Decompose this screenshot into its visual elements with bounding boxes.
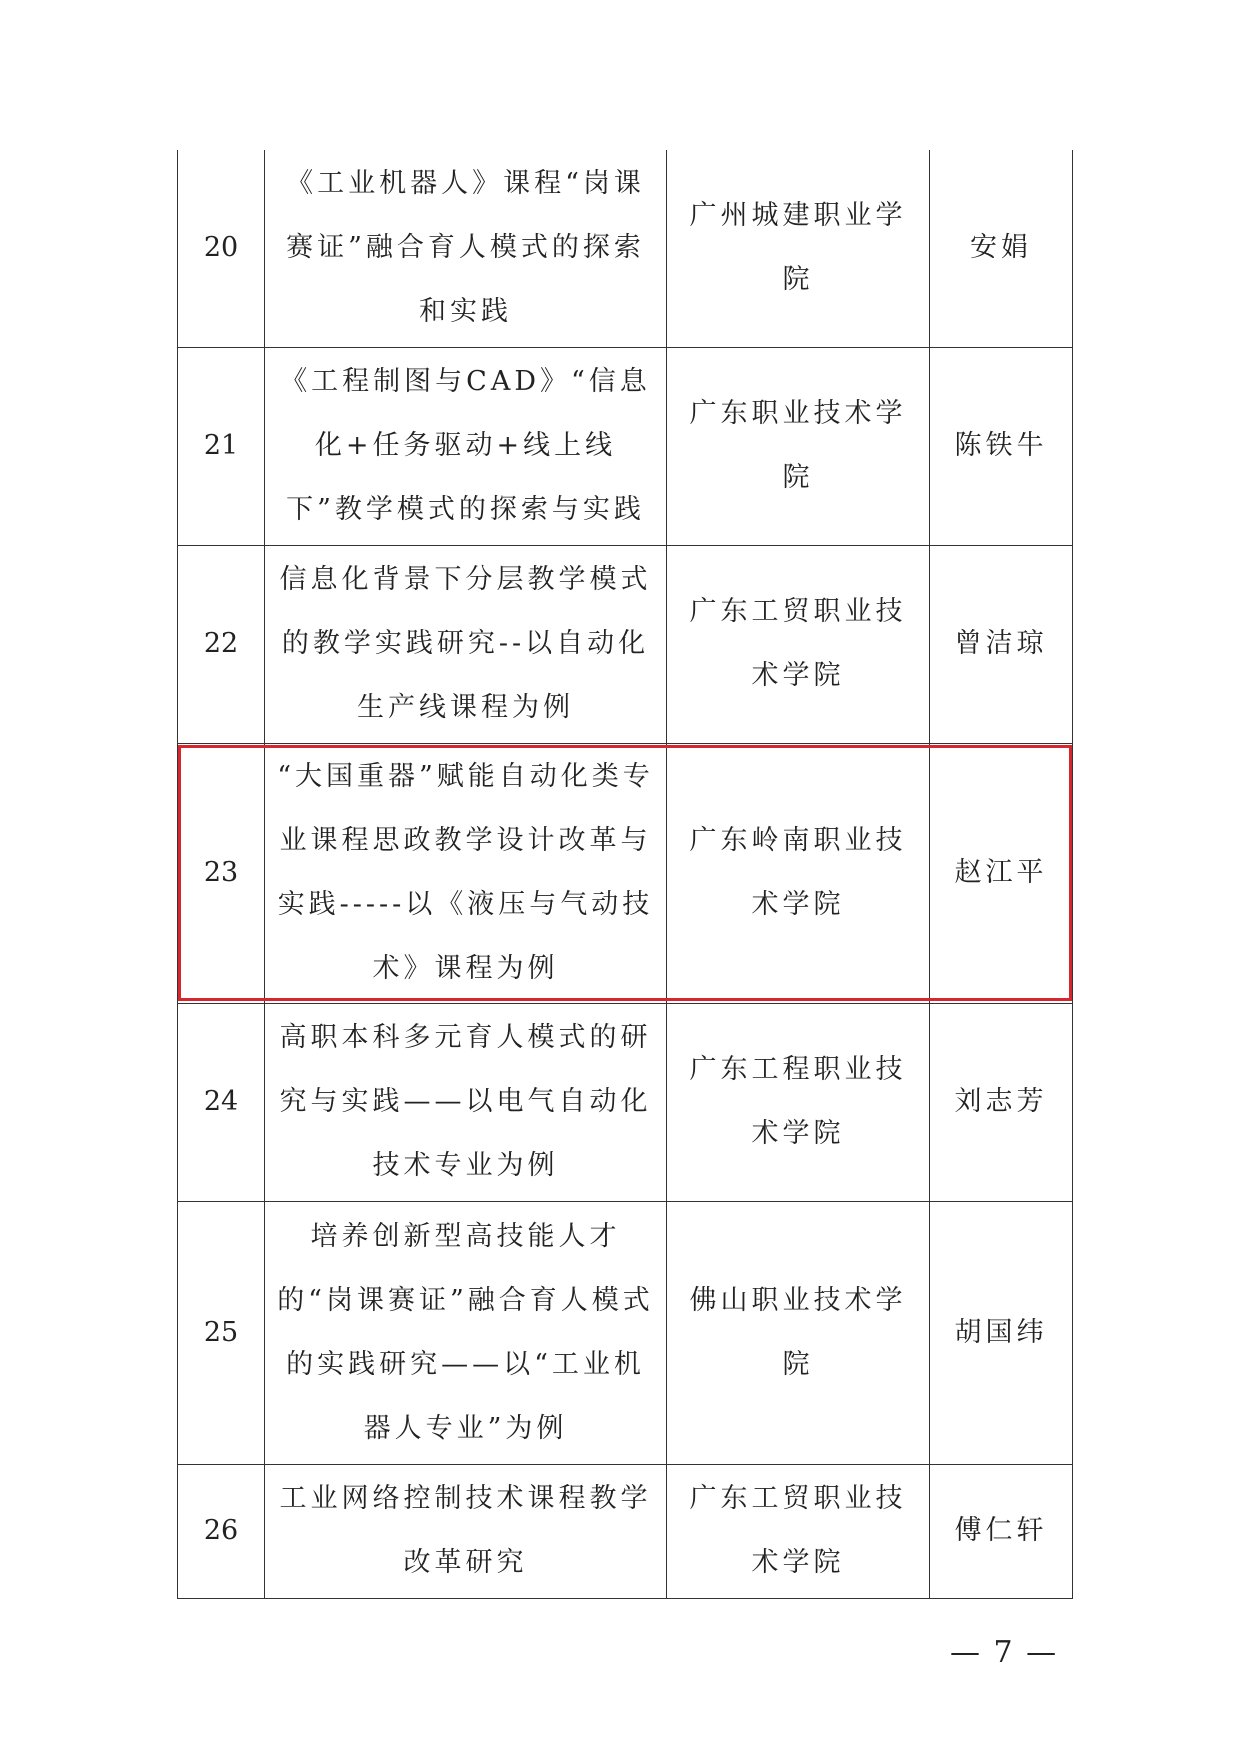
project-title: 培养创新型高技能人才的“岗课赛证”融合育人模式的实践研究——以“工业机器人专业”为例 [265, 1201, 667, 1464]
project-title: “大国重器”赋能自动化类专业课程思政教学设计改革与实践-----以《液压与气动技术》课程为例 [265, 743, 667, 1003]
person-name: 曾洁琼 [930, 545, 1073, 743]
person-name: 安娟 [930, 150, 1073, 347]
person-name: 刘志芳 [930, 1003, 1073, 1201]
project-title: 信息化背景下分层教学模式的教学实践研究--以自动化生产线课程为例 [265, 545, 667, 743]
project-title: 《工业机器人》课程“岗课赛证”融合育人模式的探索和实践 [265, 150, 667, 347]
school-name: 广东工贸职业技术学院 [667, 1464, 930, 1598]
page-number: — 7 — [950, 1635, 1059, 1670]
table-row [178, 545, 1073, 743]
table-row [178, 347, 1073, 545]
table-row [178, 1003, 1073, 1201]
row-number: 24 [178, 1003, 265, 1201]
row-number: 26 [178, 1464, 265, 1598]
row-number: 20 [178, 150, 265, 347]
row-number: 22 [178, 545, 265, 743]
school-name: 广东职业技术学院 [667, 347, 930, 545]
school-name: 广东岭南职业技术学院 [667, 743, 930, 1003]
table-row [178, 1201, 1073, 1464]
project-table [177, 150, 1073, 1599]
person-name: 傅仁轩 [930, 1464, 1073, 1598]
person-name: 陈铁牛 [930, 347, 1073, 545]
project-title: 高职本科多元育人模式的研究与实践——以电气自动化技术专业为例 [265, 1003, 667, 1201]
table-row [178, 150, 1073, 347]
table-row [178, 1464, 1073, 1598]
school-name: 广东工程职业技术学院 [667, 1003, 930, 1201]
table-row [178, 743, 1073, 1003]
person-name: 赵江平 [930, 743, 1073, 1003]
person-name: 胡国纬 [930, 1201, 1073, 1464]
project-title: 《工程制图与CAD》“信息化+任务驱动+线上线下”教学模式的探索与实践 [265, 347, 667, 545]
school-name: 广州城建职业学院 [667, 150, 930, 347]
row-number: 25 [178, 1201, 265, 1464]
row-number: 21 [178, 347, 265, 545]
project-title: 工业网络控制技术课程教学改革研究 [265, 1464, 667, 1598]
school-name: 广东工贸职业技术学院 [667, 545, 930, 743]
school-name: 佛山职业技术学院 [667, 1201, 930, 1464]
row-number: 23 [178, 743, 265, 1003]
